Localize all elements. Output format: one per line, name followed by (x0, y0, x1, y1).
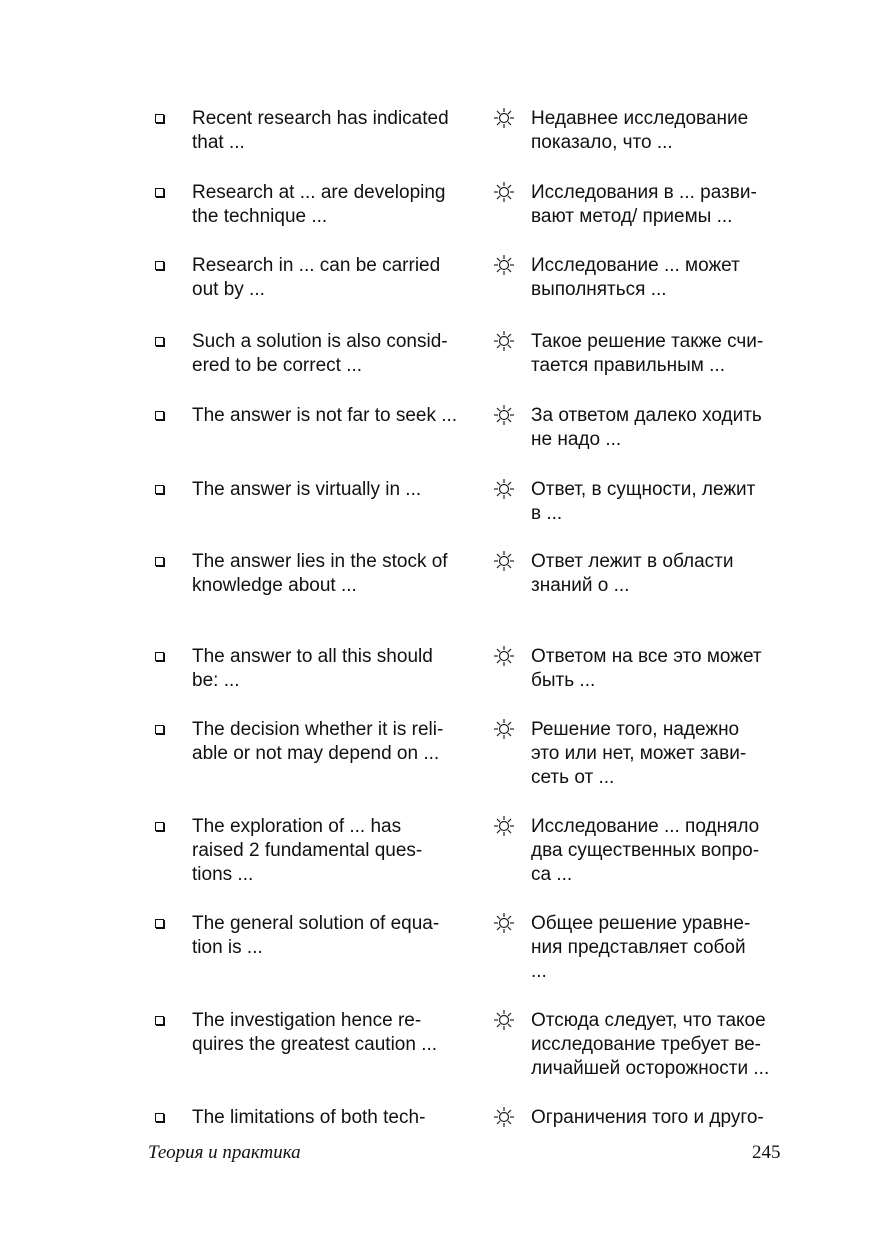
english-phrase-line: quires the greatest caution ... (192, 1034, 438, 1055)
english-phrase-line: that ... (192, 132, 245, 153)
square-bullet-icon (155, 337, 164, 346)
russian-translation-line: быть ... (531, 670, 596, 691)
english-phrase (192, 478, 482, 502)
english-phrase (192, 550, 482, 598)
sun-icon (492, 644, 516, 668)
english-phrase-line: The general solution of equa- (192, 913, 440, 934)
square-bullet-icon (155, 725, 164, 734)
english-phrase-line: The decision whether it is reli- (192, 719, 444, 740)
russian-translation-line: ... (531, 961, 547, 982)
russian-translation-line: знаний о ... (531, 575, 630, 596)
english-phrase-line: The exploration of ... has (192, 816, 402, 837)
english-phrase-line: tions ... (192, 864, 254, 885)
square-bullet-icon (155, 652, 164, 661)
english-phrase-line: Research in ... can be carried (192, 255, 441, 276)
russian-translation (531, 404, 793, 452)
page-number: 245 (752, 1142, 781, 1163)
russian-translation (531, 645, 793, 693)
square-bullet-icon (155, 1113, 164, 1122)
english-phrase-line: The investigation hence re- (192, 1010, 422, 1031)
russian-translation (531, 330, 793, 378)
square-bullet-icon (155, 485, 164, 494)
russian-translation (531, 1106, 793, 1130)
russian-translation-line: два существенных вопро- (531, 840, 760, 861)
sun-icon (492, 717, 516, 741)
russian-translation-line: Ответ, в сущности, лежит (531, 479, 756, 500)
russian-translation-line: Решение того, надежно (531, 719, 740, 740)
english-phrase-line: be: ... (192, 670, 240, 691)
russian-translation (531, 912, 793, 984)
english-phrase (192, 718, 482, 766)
running-footer-title: Теория и практика (148, 1142, 301, 1163)
russian-translation-line: сеть от ... (531, 767, 615, 788)
square-bullet-icon (155, 411, 164, 420)
sun-icon (492, 329, 516, 353)
russian-translation (531, 1009, 793, 1081)
sun-icon (492, 253, 516, 277)
russian-translation-line: са ... (531, 864, 573, 885)
russian-translation-line: За ответом далеко ходить (531, 405, 762, 426)
russian-translation-line: Ответ лежит в области (531, 551, 734, 572)
english-phrase (192, 912, 482, 960)
russian-translation (531, 107, 793, 155)
russian-translation-line: Недавнее исследование (531, 108, 749, 129)
russian-translation-line: Такое решение также счи- (531, 331, 764, 352)
english-phrase (192, 330, 482, 378)
square-bullet-icon (155, 822, 164, 831)
russian-translation-line: это или нет, может зави- (531, 743, 747, 764)
russian-translation-line: тается правильным ... (531, 355, 725, 376)
sun-icon (492, 814, 516, 838)
english-phrase-line: The answer lies in the stock of (192, 551, 448, 572)
sun-icon (492, 911, 516, 935)
english-phrase (192, 107, 482, 155)
english-phrase (192, 254, 482, 302)
english-phrase-line: knowledge about ... (192, 575, 357, 596)
sun-icon (492, 477, 516, 501)
square-bullet-icon (155, 1016, 164, 1025)
english-phrase-line: The limitations of both tech- (192, 1107, 426, 1128)
russian-translation-line: Исследования в ... разви- (531, 182, 757, 203)
sun-icon (492, 106, 516, 130)
sun-icon (492, 1008, 516, 1032)
russian-translation (531, 181, 793, 229)
russian-translation-line: исследование требует ве- (531, 1034, 761, 1055)
english-phrase-line: able or not may depend on ... (192, 743, 440, 764)
russian-translation (531, 478, 793, 526)
english-phrase (192, 181, 482, 229)
russian-translation-line: ния представляет собой (531, 937, 746, 958)
english-phrase-line: the technique ... (192, 206, 328, 227)
russian-translation-line: личайшей осторожности ... (531, 1058, 770, 1079)
english-phrase-line: out by ... (192, 279, 265, 300)
russian-translation-line: Отсюда следует, что такое (531, 1010, 766, 1031)
english-phrase (192, 815, 482, 887)
square-bullet-icon (155, 114, 164, 123)
russian-translation-line: Исследование ... подняло (531, 816, 760, 837)
english-phrase-line: tion is ... (192, 937, 263, 958)
english-phrase-line: ered to be correct ... (192, 355, 363, 376)
square-bullet-icon (155, 919, 164, 928)
russian-translation-line: показало, что ... (531, 132, 673, 153)
english-phrase (192, 404, 482, 428)
square-bullet-icon (155, 261, 164, 270)
square-bullet-icon (155, 188, 164, 197)
russian-translation-line: Общее решение уравне- (531, 913, 751, 934)
russian-translation-line: вают метод/ приемы ... (531, 206, 733, 227)
sun-icon (492, 1105, 516, 1129)
russian-translation-line: Ответом на все это может (531, 646, 762, 667)
russian-translation-line: не надо ... (531, 429, 622, 450)
russian-translation (531, 254, 793, 302)
english-phrase-line: The answer is virtually in ... (192, 479, 422, 500)
english-phrase-line: The answer is not far to seek ... (192, 405, 458, 426)
russian-translation (531, 815, 793, 887)
english-phrase-line: Such a solution is also consid- (192, 331, 448, 352)
english-phrase-line: raised 2 fundamental ques- (192, 840, 423, 861)
english-phrase-line: Recent research has indicated (192, 108, 449, 129)
russian-translation-line: выполняться ... (531, 279, 667, 300)
square-bullet-icon (155, 557, 164, 566)
english-phrase-line: Research at ... are developing (192, 182, 446, 203)
english-phrase (192, 645, 482, 693)
russian-translation (531, 550, 793, 598)
russian-translation-line: Ограничения того и друго- (531, 1107, 764, 1128)
sun-icon (492, 403, 516, 427)
sun-icon (492, 549, 516, 573)
russian-translation (531, 718, 793, 790)
russian-translation-line: в ... (531, 503, 563, 524)
english-phrase (192, 1009, 482, 1057)
sun-icon (492, 180, 516, 204)
english-phrase-line: The answer to all this should (192, 646, 433, 667)
russian-translation-line: Исследование ... может (531, 255, 740, 276)
english-phrase (192, 1106, 482, 1130)
